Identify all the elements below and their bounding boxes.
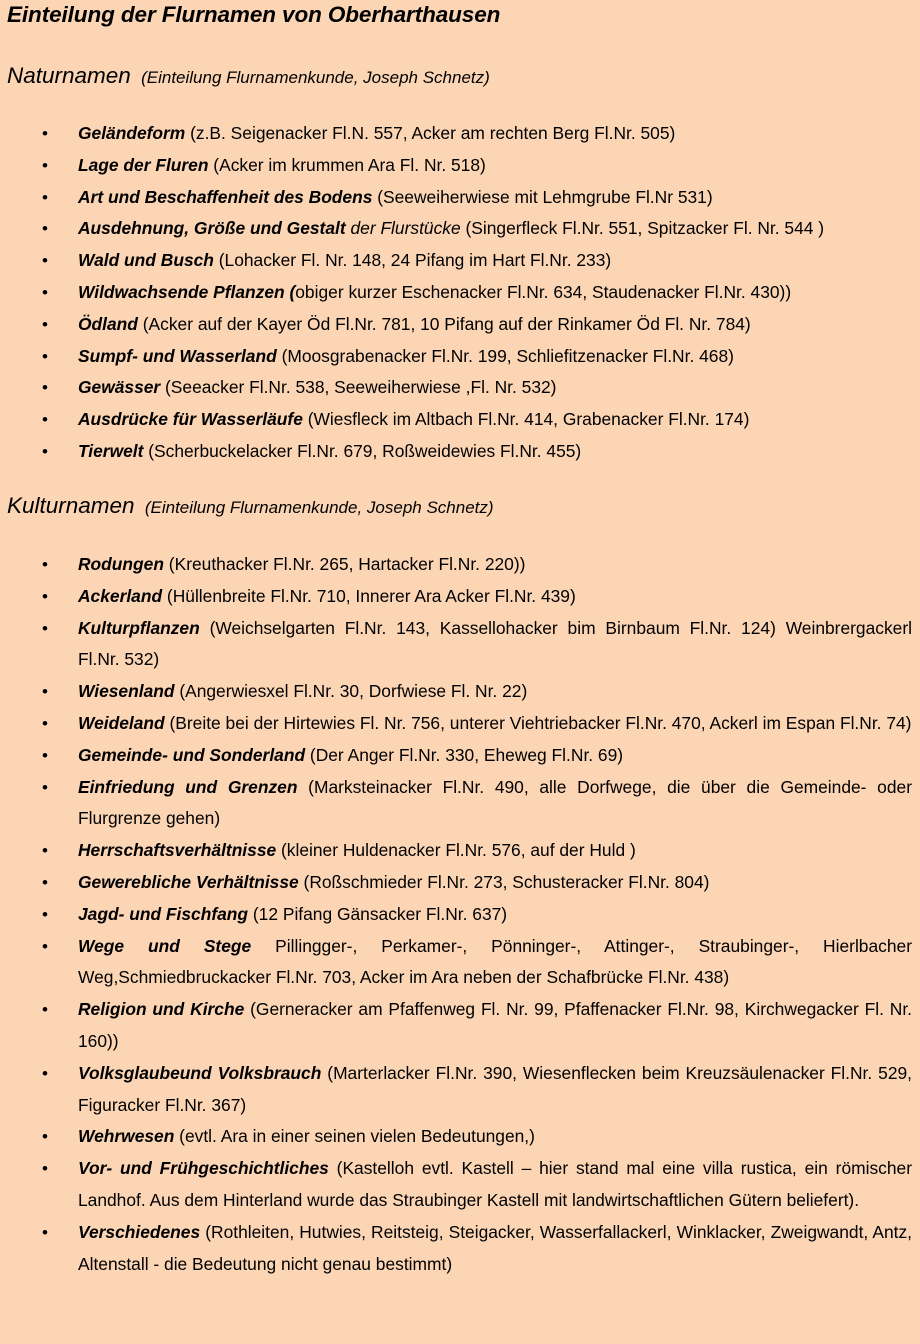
bullet-icon: • bbox=[42, 1063, 48, 1083]
item-description: (Marksteinacker Fl.Nr. 490, alle Dorfwege, die über die Gemeinde- oder Flurgrenze gehen) bbox=[78, 776, 912, 829]
item-term: Ackerland bbox=[78, 585, 163, 606]
section-heading-naturnamen bbox=[7, 63, 490, 89]
item-description: (Rothleiten, Hutwies, Reitsteig, Steigacker, Wasserfallackerl, Winklacker, Zweigwandt, Antz, Altenstall - die Bedeutung nicht genau bestimmt) bbox=[78, 1221, 912, 1274]
item-description: Pillingger-, Perkamer-, Pönninger-, Attinger-, Straubinger-, Hierlbacher Weg,Schmiedbruckacker Fl.Nr. 703, Acker im Ara neben der Schafbrücke Fl.Nr. 438) bbox=[78, 935, 912, 988]
item-description: (Acker auf der Kayer Öd Fl.Nr. 781, 10 Pifang auf der Rinkamer Öd Fl. Nr. 784) bbox=[137, 313, 751, 334]
bullet-icon: • bbox=[42, 155, 48, 175]
list-item bbox=[0, 182, 912, 214]
document-title: Einteilung der Flurnamen von Oberharthausen bbox=[7, 2, 501, 27]
item-term: Vor- und Frühgeschichtliches bbox=[78, 1158, 329, 1179]
item-description: (Acker im krummen Ara Fl. Nr. 518) bbox=[208, 154, 486, 175]
item-description: (Der Anger Fl.Nr. 330, Eheweg Fl.Nr. 69) bbox=[305, 744, 624, 765]
bullet-icon: • bbox=[42, 872, 48, 892]
list-item bbox=[0, 1058, 912, 1122]
item-term: Geländeform bbox=[78, 123, 186, 143]
kulturnamen-list bbox=[0, 549, 912, 1280]
list-item bbox=[0, 740, 912, 772]
item-term: Sumpf- und Wasserland bbox=[78, 345, 277, 366]
bullet-icon: • bbox=[42, 251, 48, 271]
item-description: (Breite bei der Hirtewies Fl. Nr. 756, unterer Viehtriebacker Fl.Nr. 470, Ackerl im Espan Fl.Nr. 74) bbox=[164, 712, 912, 733]
item-term: Religion und Kirche bbox=[78, 999, 245, 1020]
section-subheading: (Einteilung Flurnamenkunde, Joseph Schnetz) bbox=[141, 68, 490, 87]
section-heading-text: Kulturnamen bbox=[7, 493, 135, 518]
list-item bbox=[0, 549, 912, 581]
bullet-icon: • bbox=[42, 1222, 48, 1242]
item-description: (kleiner Huldenacker Fl.Nr. 576, auf der Huld ) bbox=[276, 840, 636, 861]
bullet-icon: • bbox=[42, 618, 48, 638]
list-item bbox=[0, 708, 912, 740]
bullet-icon: • bbox=[42, 378, 48, 398]
item-term: Gemeinde- und Sonderland bbox=[78, 744, 306, 765]
list-item bbox=[0, 404, 912, 436]
list-item bbox=[0, 150, 912, 182]
list-item bbox=[0, 372, 912, 404]
list-item bbox=[0, 581, 912, 613]
item-description: (Kreuthacker Fl.Nr. 265, Hartacker Fl.Nr. 220)) bbox=[163, 554, 526, 574]
list-item bbox=[0, 1121, 912, 1153]
list-item bbox=[0, 213, 912, 245]
list-item bbox=[0, 309, 912, 341]
item-description: (Wiesfleck im Altbach Fl.Nr. 414, Grabenacker Fl.Nr. 174) bbox=[302, 409, 750, 430]
item-description: (Seeacker Fl.Nr. 538, Seeweiherwiese ,Fl. Nr. 532) bbox=[160, 377, 557, 398]
list-item bbox=[0, 613, 912, 677]
item-term: Wildwachsende Pflanzen ( bbox=[78, 281, 296, 302]
item-description: (Roßschmieder Fl.Nr. 273, Schusteracker Fl.Nr. 804) bbox=[298, 871, 710, 892]
item-term: Ausdrücke für Wasserläufe bbox=[78, 409, 303, 430]
item-term: Art und Beschaffenheit des Bodens bbox=[78, 186, 373, 207]
bullet-icon: • bbox=[42, 124, 48, 143]
item-description: (evtl. Ara in einer seinen vielen Bedeutungen,) bbox=[174, 1126, 535, 1147]
item-term: Weideland bbox=[78, 712, 165, 733]
bullet-icon: • bbox=[42, 777, 48, 797]
item-term: Wege und Stege bbox=[78, 935, 252, 956]
item-description: (12 Pifang Gänsacker Fl.Nr. 637) bbox=[248, 903, 508, 924]
item-description: obiger kurzer Eschenacker Fl.Nr. 634, Staudenacker Fl.Nr. 430)) bbox=[295, 281, 792, 302]
item-term: Ausdehnung, Größe und Gestalt bbox=[78, 218, 346, 239]
list-item bbox=[0, 772, 912, 836]
list-item bbox=[0, 994, 912, 1058]
item-description: (Marterlacker Fl.Nr. 390, Wiesenflecken beim Kreuzsäulenacker Fl.Nr. 529, Figuracker Fl.Nr. 367) bbox=[78, 1062, 913, 1115]
list-item bbox=[0, 245, 912, 277]
item-description: (Kastelloh evtl. Kastell – hier stand mal eine villa rustica, ein römischer Landhof. Aus dem Hinterland wurde das Straubinger Kastell mit landwirtschaftlichen Gütern beliefert). bbox=[78, 1158, 912, 1210]
item-term-suffix: der Flurstücke bbox=[345, 218, 461, 239]
bullet-icon: • bbox=[42, 745, 48, 765]
list-item bbox=[0, 931, 912, 995]
bullet-icon: • bbox=[42, 282, 48, 302]
bullet-icon: • bbox=[42, 1000, 48, 1020]
list-item bbox=[0, 1153, 912, 1217]
bullet-icon: • bbox=[42, 904, 48, 924]
naturnamen-list bbox=[0, 118, 912, 468]
bullet-icon: • bbox=[42, 555, 48, 574]
bullet-icon: • bbox=[42, 1159, 48, 1179]
bullet-icon: • bbox=[42, 410, 48, 430]
section-heading-kulturnamen bbox=[7, 493, 494, 519]
item-term: Gewerebliche Verhältnisse bbox=[78, 871, 299, 892]
list-item bbox=[0, 436, 912, 468]
item-term: Gewässer bbox=[78, 377, 161, 398]
section-heading-text: Naturnamen bbox=[7, 63, 131, 88]
bullet-icon: • bbox=[42, 682, 48, 702]
item-term: Kulturpflanzen bbox=[78, 617, 200, 638]
item-term: Tierwelt bbox=[78, 440, 144, 461]
item-description: (Angerwiesxel Fl.Nr. 30, Dorfwiese Fl. Nr. 22) bbox=[174, 681, 528, 702]
bullet-icon: • bbox=[42, 219, 48, 239]
item-term: Volksglaubeund Volksbrauch bbox=[78, 1062, 322, 1083]
item-description: (Hüllenbreite Fl.Nr. 710, Innerer Ara Acker Fl.Nr. 439) bbox=[162, 585, 576, 606]
bullet-icon: • bbox=[42, 936, 48, 956]
item-description: (Seeweiherwiese mit Lehmgrube Fl.Nr 531) bbox=[372, 186, 713, 207]
item-description: (Weichselgarten Fl.Nr. 143, Kassellohacker bim Birnbaum Fl.Nr. 124) Weinbrergackerl Fl.Nr. 532) bbox=[78, 617, 912, 670]
section-subheading: (Einteilung Flurnamenkunde, Joseph Schnetz) bbox=[144, 498, 494, 517]
bullet-icon: • bbox=[42, 713, 48, 733]
bullet-icon: • bbox=[42, 586, 48, 606]
item-term: Ödland bbox=[78, 313, 138, 334]
item-term: Herrschaftsverhältnisse bbox=[78, 840, 277, 861]
item-term: Lage der Fluren bbox=[78, 154, 209, 175]
bullet-icon: • bbox=[42, 441, 48, 461]
item-term: Jagd- und Fischfang bbox=[78, 903, 249, 924]
bullet-icon: • bbox=[42, 841, 48, 861]
list-item bbox=[0, 835, 912, 867]
item-term: Einfriedung und Grenzen bbox=[78, 776, 298, 797]
bullet-icon: • bbox=[42, 1127, 48, 1147]
item-term: Wiesenland bbox=[78, 681, 175, 702]
item-description: (Moosgrabenacker Fl.Nr. 199, Schliefitzenacker Fl.Nr. 468) bbox=[276, 345, 734, 366]
item-description: (Scherbuckelacker Fl.Nr. 679, Roßweidewies Fl.Nr. 455) bbox=[143, 440, 582, 461]
list-item bbox=[0, 867, 912, 899]
item-description: (z.B. Seigenacker Fl.N. 557, Acker am rechten Berg Fl.Nr. 505) bbox=[185, 123, 676, 143]
item-description: (Lohacker Fl. Nr. 148, 24 Pifang im Hart Fl.Nr. 233) bbox=[213, 250, 612, 271]
bullet-icon: • bbox=[42, 314, 48, 334]
list-item bbox=[0, 899, 912, 931]
list-item bbox=[0, 277, 912, 309]
list-item bbox=[0, 1217, 912, 1281]
bullet-icon: • bbox=[42, 346, 48, 366]
item-term: Wehrwesen bbox=[78, 1126, 175, 1147]
item-term: Verschiedenes bbox=[78, 1221, 201, 1242]
list-item bbox=[0, 341, 912, 373]
list-item bbox=[0, 676, 912, 708]
list-item bbox=[0, 118, 912, 150]
bullet-icon: • bbox=[42, 187, 48, 207]
item-term: Wald und Busch bbox=[78, 250, 214, 271]
item-description: (Gerneracker am Pfaffenweg Fl. Nr. 99, Pfaffenacker Fl.Nr. 98, Kirchwegacker Fl. Nr. 160)) bbox=[78, 999, 912, 1051]
item-term: Rodungen bbox=[78, 554, 164, 574]
item-description: (Singerfleck Fl.Nr. 551, Spitzacker Fl. Nr. 544 ) bbox=[460, 218, 825, 239]
